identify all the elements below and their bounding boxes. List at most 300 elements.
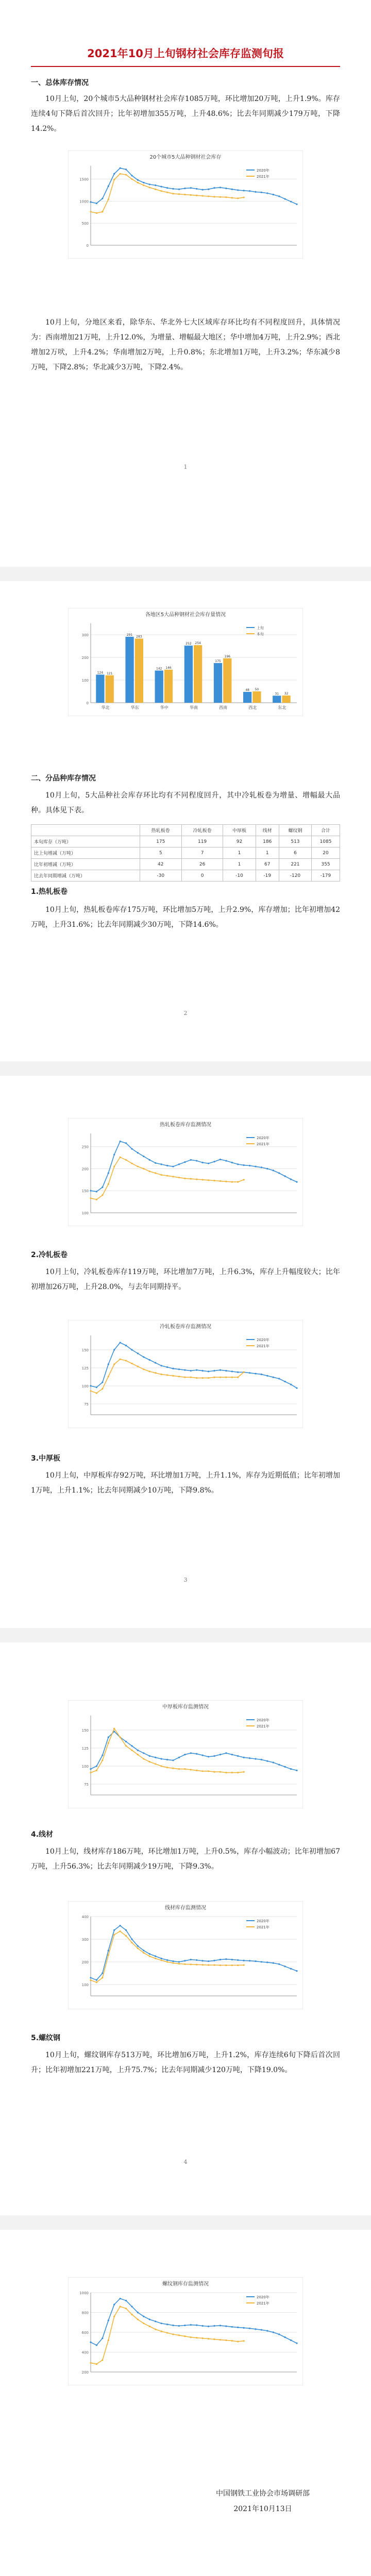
data-point [290,1178,292,1180]
table-cell: 比去年同期增减（万吨） [31,870,140,882]
data-point [90,2342,91,2343]
data-point [202,1960,204,1961]
data-point [231,1377,233,1378]
data-point [296,1387,297,1389]
data-point [125,1142,127,1144]
data-point [172,1368,174,1369]
chart-frame [68,1118,303,1226]
data-point [161,1758,162,1759]
data-point [220,1754,221,1755]
data-point [266,1760,268,1762]
data-point [190,1370,192,1371]
y-tick-label: 400 [81,2350,89,2355]
data-point [149,1955,150,1957]
data-point [137,182,139,183]
data-point [178,1177,180,1178]
data-point [102,198,103,199]
bar-value-label: 283 [136,635,142,639]
data-point [96,2344,97,2346]
data-point [237,1377,239,1378]
data-point [131,1942,132,1943]
data-point [196,1369,197,1371]
data-point [131,175,132,176]
data-point [213,1161,215,1162]
data-point [220,1959,221,1960]
data-point [125,1745,127,1747]
data-point [131,1745,132,1747]
data-point [131,1363,132,1364]
data-point [290,1384,292,1385]
data-point [266,192,268,194]
data-point [161,1365,162,1366]
data-point [190,1752,192,1754]
data-point [202,1162,204,1163]
data-point [108,2319,109,2321]
page-number: 3 [183,1577,188,1583]
legend-label: 2020年 [257,168,269,173]
data-point [243,1960,245,1961]
data-point [125,2300,127,2301]
data-point [278,1378,280,1379]
data-point [166,1767,168,1768]
data-point [202,1770,204,1772]
legend-label: 本旬 [257,632,264,636]
x-category-label: 华北 [101,705,110,710]
data-point [172,2333,174,2335]
page-gap [0,1628,371,1642]
data-point [131,1163,132,1164]
data-point [96,1770,97,1771]
data-point [166,1165,168,1166]
bar-value-label: 252 [185,642,192,646]
data-point [273,194,274,195]
data-point [102,1977,103,1978]
data-point [102,2337,103,2339]
data-point [125,2308,127,2309]
data-point [172,2325,174,2326]
data-point [178,1163,180,1165]
data-point [190,1377,192,1378]
data-point [190,1769,192,1770]
data-point [166,192,168,193]
bar-value-label: 291 [126,633,133,637]
data-point [113,2316,115,2317]
data-point [108,2340,109,2341]
data-point [273,1761,274,1763]
data-point [208,1163,209,1164]
bar-prev [273,696,281,703]
data-point [190,1159,192,1161]
data-point [96,202,97,204]
data-point [243,197,245,198]
y-tick-label: 75 [84,1783,89,1787]
legend-label: 上旬 [257,626,264,630]
data-point [131,1349,132,1350]
data-point [213,2325,215,2327]
data-point [166,1366,168,1368]
data-point [172,1962,174,1964]
table-cell: -120 [279,870,311,882]
chart-title: 螺纹钢库存监测情况 [162,2281,209,2287]
data-point [202,1377,204,1379]
data-point [296,1770,297,1771]
data-point [202,1179,204,1180]
data-point [237,1371,239,1373]
data-point [143,184,144,186]
paragraph-plate: 10月上旬，中厚板库存92万吨，环比增加1万吨，上升1.1%，库存为近期低值；比年初增加1万吨，上升1.1%；比去年同期减少10万吨，下降9.8%。 [31,1471,340,1495]
data-point [149,1159,150,1161]
data-point [213,1964,215,1966]
data-point [108,1376,109,1377]
data-point [137,1750,139,1751]
data-point [96,1979,97,1981]
data-point [120,1930,121,1932]
chart-title: 冷轧板卷库存监测情况 [160,1324,211,1330]
data-point [113,179,115,180]
data-point [213,196,215,197]
legend-label: 2021年 [257,1142,269,1146]
data-point [108,1954,109,1956]
data-point [261,1961,262,1962]
data-point [237,1964,239,1966]
data-point [125,174,127,176]
chart-rebar [68,2277,303,2385]
bar-curr [135,638,143,703]
data-point [90,1190,91,1192]
data-point [90,2362,91,2364]
data-point [120,1157,121,1158]
data-point [261,192,262,193]
data-point [243,1757,245,1758]
legend-label: 2021年 [257,1925,269,1929]
table-cell: 221 [279,859,311,870]
data-point [243,190,245,191]
table-cell: 20 [311,848,340,859]
legend-label: 2021年 [257,175,269,179]
chart-svg [68,2277,303,2385]
data-point [278,1172,280,1174]
data-point [96,1386,97,1388]
data-point [102,1754,103,1756]
data-point [290,1968,292,1970]
data-point [113,1934,115,1936]
section-heading-wire: 4.线材 [31,1831,54,1839]
page-gap [0,2215,371,2230]
data-point [125,1159,127,1161]
data-point [172,193,174,194]
data-point [161,1163,162,1165]
data-point [231,1959,233,1960]
chart-svg [68,1700,303,1808]
data-point [184,2325,185,2326]
page-gap [0,567,371,581]
data-point [137,179,139,181]
bar-curr [252,691,261,703]
data-point [225,1377,227,1378]
y-tick-label: 250 [81,1145,89,1149]
data-point [108,1736,109,1738]
table-header: 合计 [311,825,340,836]
title-divider [31,66,340,67]
data-point [113,173,115,175]
data-point [208,1179,209,1181]
data-point [125,1741,127,1742]
data-point [196,1770,197,1771]
table-header: 中厚板 [223,825,256,836]
data-point [108,1183,109,1185]
x-category-label: 华南 [190,705,198,710]
data-point [284,1965,286,1967]
y-tick-label: 200 [81,2370,89,2375]
data-point [90,1979,91,1981]
data-point [243,2327,245,2329]
data-point [137,1352,139,1354]
legend-label: 2020年 [257,1136,269,1140]
data-point [225,1160,227,1161]
data-point [166,187,168,189]
y-tick-label: 200 [81,656,89,660]
data-point [108,1742,109,1744]
data-point [255,2328,256,2330]
y-tick-label: 75 [84,1402,89,1406]
data-point [196,1964,197,1965]
data-point [143,1752,144,1754]
chart-svg [68,1320,303,1428]
data-point [273,1170,274,1171]
y-tick-label: 100 [81,1384,89,1388]
data-point [243,1371,245,1373]
data-point [220,187,221,188]
data-point [190,1963,192,1965]
table-cell: 355 [311,859,340,870]
bar-value-label: 50 [255,688,259,691]
data-point [266,1168,268,1170]
data-point [172,1375,174,1377]
bar-value-label: 175 [215,659,221,663]
data-point [137,2318,139,2320]
x-category-label: 东北 [278,705,286,710]
data-point [178,193,180,195]
y-tick-label: 100 [81,1765,89,1769]
table-row [31,870,340,882]
y-tick-label: 500 [81,222,89,226]
data-point [255,1373,256,1375]
table-cell: 67 [256,859,279,870]
data-point [220,1771,221,1773]
y-tick-label: 300 [81,1938,89,1942]
data-point [190,2324,192,2326]
table-cell: -30 [140,870,181,882]
data-point [161,1765,162,1767]
data-point [261,1374,262,1375]
data-point [213,1960,215,1961]
data-point [261,2329,262,2331]
data-point [190,2336,192,2338]
paragraph-wire: 10月上旬，线材库存186万吨，环比增加1万吨，上升0.5%，库存小幅波动；比年初增加67万吨，上升56.3%；比去年同期减少19万吨，下降9.3%。 [31,1848,340,1871]
data-point [166,1374,168,1376]
bar-value-label: 146 [165,666,172,670]
bar-prev [243,692,251,703]
data-point [125,1345,127,1346]
data-point [220,1377,221,1378]
data-point [178,1368,180,1370]
data-point [172,188,174,190]
data-point [284,2336,286,2338]
y-tick-label: 1500 [79,177,89,182]
data-point [131,178,132,180]
data-point [278,1963,280,1965]
data-point [231,2340,233,2342]
data-point [208,2338,209,2340]
data-point [149,1761,150,1762]
data-point [178,1963,180,1964]
data-point [155,2329,156,2330]
x-category-label: 华东 [130,705,139,710]
data-point [255,1758,256,1759]
table-cell: 比上旬增减（万吨） [31,848,140,859]
data-point [296,1970,297,1972]
data-point [96,1199,97,1200]
table-cell: 92 [223,836,256,848]
x-category-label: 西北 [248,705,257,710]
data-point [225,1958,227,1960]
bar-value-label: 196 [224,654,231,658]
legend-label: 2021年 [257,2301,269,2306]
data-point [161,190,162,192]
data-point [290,2340,292,2341]
chart-title: 热轧板卷库存监测情况 [160,1122,211,1128]
data-point [113,1363,115,1365]
data-point [155,1757,156,1758]
data-point [155,1763,156,1765]
data-point [184,1377,185,1378]
legend-label: 2021年 [257,1724,269,1728]
data-point [102,1388,103,1389]
data-point [225,1370,227,1371]
data-point [143,182,144,183]
table-cell: 本旬库存（万吨） [31,836,140,848]
data-point [243,1964,245,1966]
data-point [231,1162,233,1163]
data-point [120,167,121,169]
data-point [266,1375,268,1377]
y-tick-label: 600 [81,2331,89,2335]
data-point [102,2359,103,2361]
data-point [213,187,215,189]
data-point [190,187,192,189]
data-point [208,1960,209,1962]
data-point [143,1168,144,1170]
chart-title: 各地区5大品种钢材社会库存量情况 [145,612,226,618]
data-point [161,1959,162,1961]
data-point [137,1166,139,1167]
data-point [149,1755,150,1757]
data-point [184,1369,185,1371]
data-point [96,212,97,214]
data-point [172,1768,174,1769]
data-point [143,1950,144,1951]
data-point [284,198,286,200]
data-point [102,1759,103,1761]
data-point [178,1961,180,1962]
data-point [120,2298,121,2299]
table-row [31,836,340,848]
data-point [166,1759,168,1760]
data-point [149,1171,150,1172]
bar-prev [184,646,193,703]
data-point [149,1370,150,1372]
data-point [166,2324,168,2325]
data-point [237,1163,239,1165]
table-cell: 比年初增减（万吨） [31,859,140,870]
data-point [196,1178,197,1180]
data-point [213,1180,215,1181]
data-point [178,1757,180,1758]
data-point [137,1945,139,1947]
data-point [266,2330,268,2332]
page-gap [0,1061,371,1076]
signature-org: 中国钢铁工业协会市场调研部 [216,2489,310,2498]
chart-plate [68,1700,303,1808]
data-point [231,1370,233,1372]
data-point [243,1164,245,1166]
data-point [273,1377,274,1378]
variety-table [31,824,340,882]
data-point [225,2340,227,2341]
data-point [178,1376,180,1377]
data-point [231,1772,233,1773]
data-point [220,2325,221,2326]
data-point [190,1959,192,1960]
data-point [102,1972,103,1974]
data-point [225,1181,227,1182]
table-header-row [31,825,340,836]
table-cell: 119 [181,836,223,848]
data-point [231,197,233,198]
table-cell: -10 [223,870,256,882]
data-point [143,1368,144,1370]
data-point [249,1757,250,1759]
chart-title: 线材库存监测情况 [165,1905,206,1911]
data-point [261,1166,262,1168]
data-point [278,2333,280,2335]
data-point [155,1955,156,1957]
data-point [202,1370,204,1371]
data-point [284,1381,286,1382]
data-point [237,189,239,191]
data-point [220,2339,221,2341]
paragraph-varieties: 10月上旬，5大品种社会库存环比均有不同程度回升，其中冷轧板卷为增量、增幅最大品种。具体见下表。 [31,791,340,815]
data-point [184,188,185,189]
data-point [225,1964,227,1966]
bar-curr [106,675,114,703]
table-cell: 6 [279,848,311,859]
y-tick-label: 150 [81,1189,89,1194]
data-point [113,1166,115,1167]
data-point [231,1964,233,1966]
section-heading-plate: 3.中厚板 [31,1454,61,1463]
data-point [184,1768,185,1770]
y-tick-label: 125 [81,1366,89,1370]
bar-value-label: 254 [195,641,201,646]
data-point [249,2328,250,2329]
data-point [120,1141,121,1142]
data-point [161,186,162,188]
table-cell: 26 [181,859,223,870]
bar-curr [223,658,231,703]
data-point [143,1952,144,1954]
data-point [208,1370,209,1372]
